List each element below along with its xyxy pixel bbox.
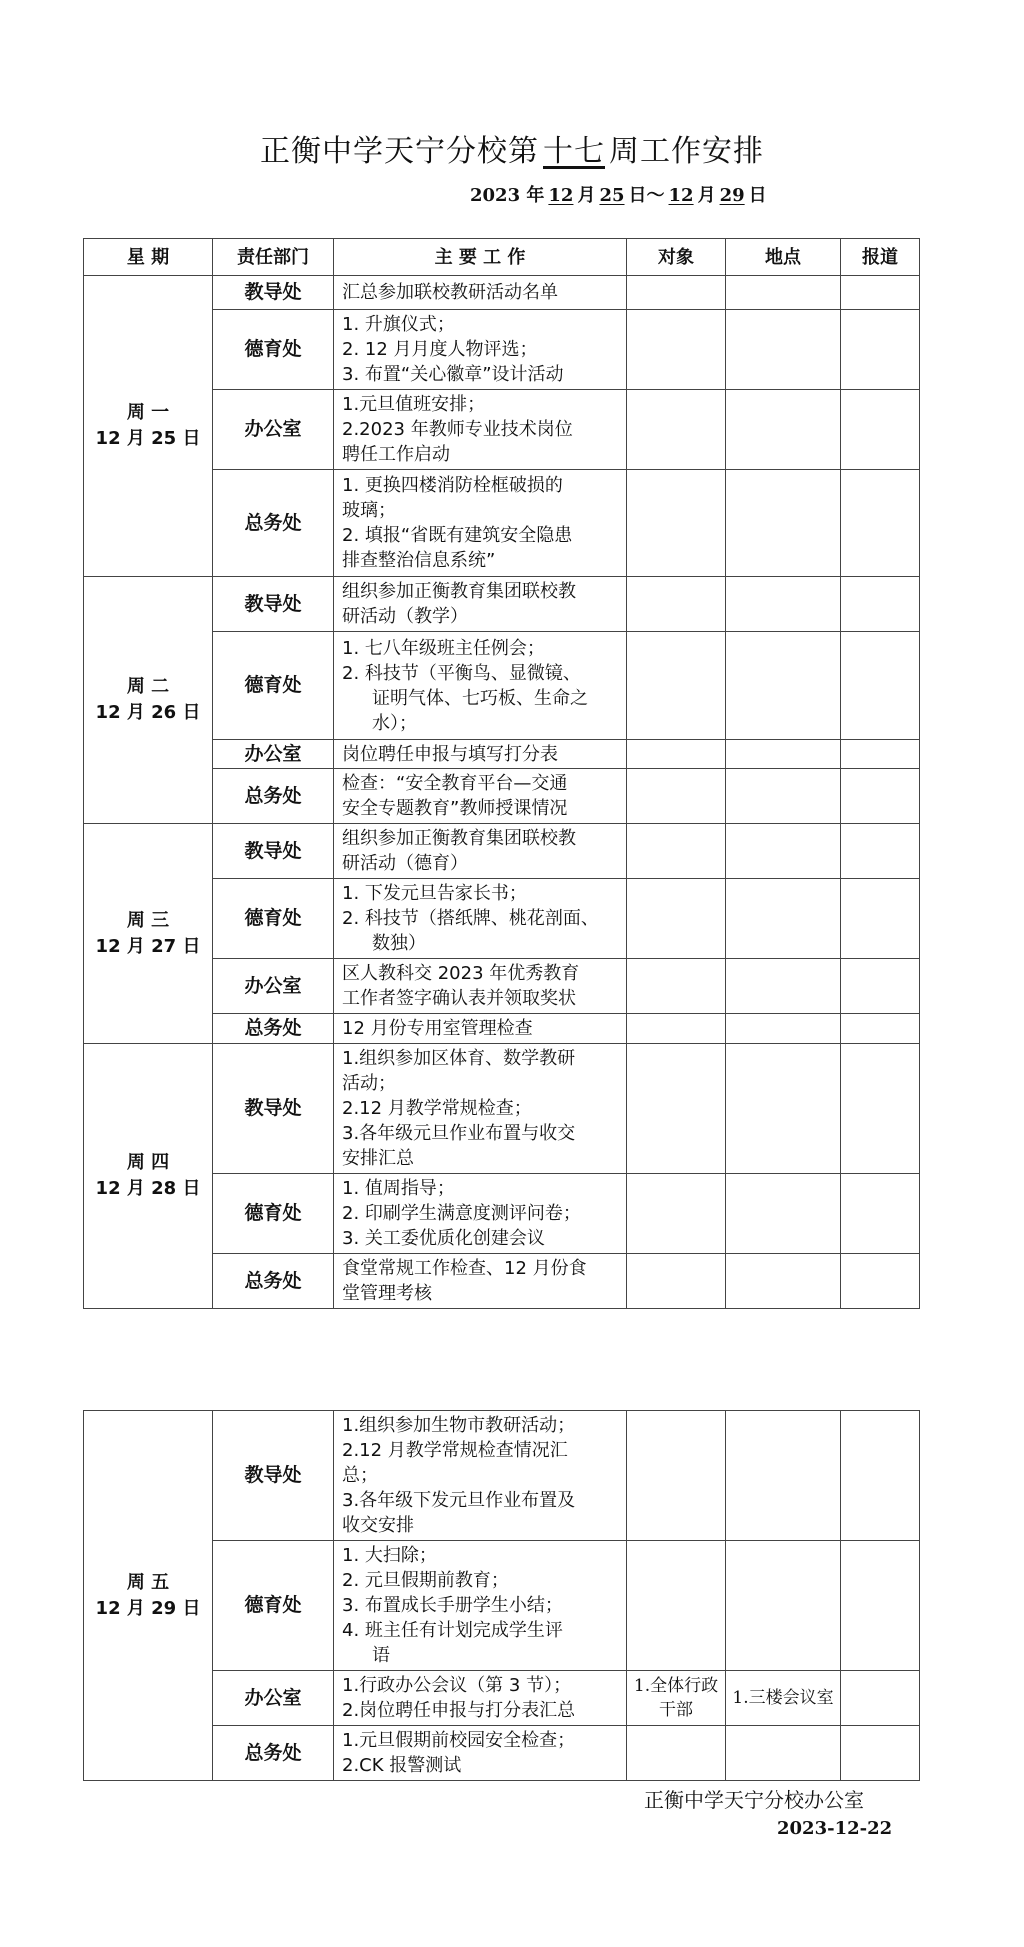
work-line: 1.组织参加区体育、数学教研 xyxy=(342,1048,576,1069)
work-cell xyxy=(334,577,627,632)
day-name: 周 五 xyxy=(126,1571,170,1593)
work-line: 1.行政办公会议（第 3 节）； xyxy=(342,1675,572,1696)
header-row xyxy=(84,239,920,276)
work-cell xyxy=(334,959,627,1014)
department-cell: 德育处 xyxy=(213,1174,334,1254)
target-cell xyxy=(627,310,726,390)
report-cell xyxy=(841,959,920,1014)
work-cell xyxy=(334,632,627,740)
day-cell xyxy=(84,577,213,824)
report-cell xyxy=(841,1044,920,1174)
report-cell xyxy=(841,577,920,632)
report-cell xyxy=(841,1411,920,1541)
department-cell: 德育处 xyxy=(213,879,334,959)
week-number: 十七 xyxy=(543,134,605,169)
work-cell xyxy=(334,276,627,310)
work-line: 排查整治信息系统” xyxy=(342,550,496,571)
work-line: 4. 班主任有计划完成学生评 xyxy=(342,1620,563,1641)
report-cell xyxy=(841,1671,920,1726)
work-line: 2. 填报“省既有建筑安全隐患 xyxy=(342,525,573,546)
header-cell: 地点 xyxy=(726,239,841,276)
report-cell xyxy=(841,879,920,959)
work-cell xyxy=(334,1044,627,1174)
day-date: 12 月 29 日 xyxy=(95,1597,201,1619)
department-cell: 总务处 xyxy=(213,769,334,824)
place-cell xyxy=(726,740,841,769)
work-line: 收交安排 xyxy=(342,1515,414,1536)
work-cell xyxy=(334,1726,627,1781)
department-cell: 总务处 xyxy=(213,1254,334,1309)
place-cell xyxy=(726,632,841,740)
department-cell: 教导处 xyxy=(213,1044,334,1174)
work-line: 1. 大扫除； xyxy=(342,1545,437,1566)
work-line: 2.12 月教学常规检查； xyxy=(342,1098,532,1119)
place-cell xyxy=(726,470,841,577)
place-cell xyxy=(726,769,841,824)
table-row xyxy=(84,1411,920,1541)
target-cell xyxy=(627,769,726,824)
header-cell: 报道 xyxy=(841,239,920,276)
footer-date: 2023-12-22 xyxy=(777,1818,893,1839)
day-date: 12 月 25 日 xyxy=(95,428,201,449)
target-cell xyxy=(627,1174,726,1254)
department-cell: 教导处 xyxy=(213,276,334,310)
work-line: 汇总参加联校教研活动名单 xyxy=(342,282,558,303)
day-name: 周 二 xyxy=(126,676,170,697)
work-line: 1.组织参加生物市教研活动； xyxy=(342,1415,576,1436)
place-cell xyxy=(726,390,841,470)
work-line: 3.各年级元旦作业布置与收交 xyxy=(342,1123,576,1144)
work-cell xyxy=(334,769,627,824)
target-cell xyxy=(627,1254,726,1309)
header-cell: 对象 xyxy=(627,239,726,276)
department-cell: 办公室 xyxy=(213,390,334,470)
work-line: 堂管理考核 xyxy=(342,1283,432,1304)
report-cell xyxy=(841,740,920,769)
work-line: 2.岗位聘任申报与打分表汇总 xyxy=(342,1700,576,1721)
report-cell xyxy=(841,276,920,310)
place-cell xyxy=(726,1726,841,1781)
work-line: 2. 科技节（平衡鸟、显微镜、 xyxy=(342,662,581,684)
header-cell: 星 期 xyxy=(84,239,213,276)
work-cell xyxy=(334,1541,627,1671)
report-cell xyxy=(841,470,920,577)
department-cell: 办公室 xyxy=(213,959,334,1014)
target-cell xyxy=(627,1044,726,1174)
work-line: 水）； xyxy=(372,712,417,734)
report-cell xyxy=(841,1014,920,1044)
report-cell xyxy=(841,390,920,470)
work-line: 1. 更换四楼消防栓框破损的 xyxy=(342,475,563,496)
target-cell xyxy=(627,959,726,1014)
work-cell xyxy=(334,740,627,769)
schedule-table xyxy=(83,238,920,1309)
department-cell: 总务处 xyxy=(213,470,334,577)
table-row xyxy=(84,276,920,310)
work-line: 证明气体、七巧板、生命之 xyxy=(372,687,588,709)
place-cell xyxy=(726,1254,841,1309)
target-cell xyxy=(627,1014,726,1044)
target-cell xyxy=(627,740,726,769)
work-line: 2.2023 年教师专业技术岗位 xyxy=(342,419,573,440)
target-cell xyxy=(627,1411,726,1541)
report-cell xyxy=(841,1174,920,1254)
work-line: 2. 元旦假期前教育； xyxy=(342,1570,509,1591)
work-cell xyxy=(334,879,627,959)
work-line: 3. 关工委优质化创建会议 xyxy=(342,1228,545,1249)
department-cell: 办公室 xyxy=(213,740,334,769)
report-cell xyxy=(841,1254,920,1309)
work-cell xyxy=(334,1411,627,1541)
place-cell xyxy=(726,1541,841,1671)
target-cell: 1.全体行政干部 xyxy=(627,1671,726,1726)
work-cell xyxy=(334,1254,627,1309)
target-cell xyxy=(627,390,726,470)
place-cell xyxy=(726,959,841,1014)
place-cell xyxy=(726,276,841,310)
work-line: 总； xyxy=(342,1465,378,1486)
work-line: 2. 科技节（搭纸牌、桃花剖面、 xyxy=(342,908,599,929)
report-cell xyxy=(841,310,920,390)
footer-org: 正衡中学天宁分校办公室 xyxy=(644,1788,864,1812)
day-cell xyxy=(84,1411,213,1781)
target-cell xyxy=(627,1541,726,1671)
work-line: 1. 七八年级班主任例会； xyxy=(342,637,545,659)
work-line: 1.元旦假期前校园安全检查； xyxy=(342,1730,576,1751)
target-cell xyxy=(627,470,726,577)
header-cell: 责任部门 xyxy=(213,239,334,276)
department-cell: 教导处 xyxy=(213,824,334,879)
work-line: 1. 升旗仪式； xyxy=(342,314,455,335)
work-line: 安全专题教育”教师授课情况 xyxy=(342,798,568,819)
work-line: 安排汇总 xyxy=(342,1148,414,1169)
work-line: 2. 12 月月度人物评选； xyxy=(342,339,538,360)
place-cell xyxy=(726,824,841,879)
work-line: 2.CK 报警测试 xyxy=(342,1755,462,1776)
work-cell xyxy=(334,1014,627,1044)
work-line: 研活动（教学） xyxy=(342,606,468,627)
target-cell xyxy=(627,1726,726,1781)
place-cell xyxy=(726,310,841,390)
work-line: 2. 印刷学生满意度测评问卷； xyxy=(342,1203,581,1224)
work-line: 区人教科交 2023 年优秀教育 xyxy=(342,963,580,984)
work-line: 岗位聘任申报与填写打分表 xyxy=(342,743,558,765)
table-row xyxy=(84,824,920,879)
target-cell xyxy=(627,577,726,632)
day-name: 周 三 xyxy=(126,909,170,931)
work-cell xyxy=(334,1174,627,1254)
department-cell: 总务处 xyxy=(213,1726,334,1781)
department-cell: 办公室 xyxy=(213,1671,334,1726)
work-line: 玻璃； xyxy=(342,500,396,521)
day-date: 12 月 28 日 xyxy=(95,1178,201,1199)
work-line: 1. 下发元旦告家长书； xyxy=(342,883,527,904)
work-line: 研活动（德育） xyxy=(342,853,468,874)
report-cell xyxy=(841,824,920,879)
place-cell xyxy=(726,1044,841,1174)
report-cell xyxy=(841,632,920,740)
day-cell xyxy=(84,276,213,577)
target-cell xyxy=(627,632,726,740)
work-line: 3. 布置“关心徽章”设计活动 xyxy=(342,364,564,385)
work-line: 2.12 月教学常规检查情况汇 xyxy=(342,1440,568,1461)
report-cell xyxy=(841,1541,920,1671)
day-name: 周 四 xyxy=(126,1152,170,1173)
work-line: 工作者签字确认表并领取奖状 xyxy=(342,988,576,1009)
report-cell xyxy=(841,769,920,824)
place-cell xyxy=(726,1174,841,1254)
place-cell xyxy=(726,1411,841,1541)
work-line: 检查：“安全教育平台—交通 xyxy=(342,773,568,794)
work-line: 组织参加正衡教育集团联校教 xyxy=(342,581,576,602)
page-title: 正衡中学天宁分校第 十七 周工作安排 xyxy=(260,134,764,169)
date-range: 2023 年 12 月 25 日～ 12 月 29 日 xyxy=(470,185,767,206)
work-line: 语 xyxy=(372,1645,390,1666)
place-cell: 1.三楼会议室 xyxy=(726,1671,841,1726)
work-cell xyxy=(334,390,627,470)
department-cell: 德育处 xyxy=(213,310,334,390)
work-cell xyxy=(334,824,627,879)
work-line: 组织参加正衡教育集团联校教 xyxy=(342,828,576,849)
work-line: 聘任工作启动 xyxy=(342,444,450,465)
department-cell: 教导处 xyxy=(213,577,334,632)
table-row xyxy=(84,1044,920,1174)
table-row xyxy=(84,577,920,632)
work-line: 食堂常规工作检查、12 月份食 xyxy=(342,1258,587,1279)
target-cell xyxy=(627,824,726,879)
schedule-table-continued xyxy=(83,1410,920,1781)
target-cell xyxy=(627,276,726,310)
department-cell: 德育处 xyxy=(213,632,334,740)
work-line: 1.元旦值班安排； xyxy=(342,394,486,415)
work-cell xyxy=(334,310,627,390)
place-cell xyxy=(726,577,841,632)
department-cell: 总务处 xyxy=(213,1014,334,1044)
work-cell xyxy=(334,1671,627,1726)
work-cell xyxy=(334,470,627,577)
header-cell: 主 要 工 作 xyxy=(334,239,627,276)
work-line: 3. 布置成长手册学生小结； xyxy=(342,1595,563,1616)
work-line: 数独） xyxy=(372,933,426,954)
day-date: 12 月 27 日 xyxy=(95,935,201,957)
work-line: 3.各年级下发元旦作业布置及 xyxy=(342,1490,576,1511)
report-cell xyxy=(841,1726,920,1781)
place-cell xyxy=(726,879,841,959)
target-cell xyxy=(627,879,726,959)
work-line: 1. 值周指导； xyxy=(342,1178,455,1199)
work-line: 活动； xyxy=(342,1073,396,1094)
day-cell xyxy=(84,1044,213,1309)
day-date: 12 月 26 日 xyxy=(95,702,201,723)
day-name: 周 一 xyxy=(126,402,170,423)
department-cell: 德育处 xyxy=(213,1541,334,1671)
department-cell: 教导处 xyxy=(213,1411,334,1541)
work-line: 12 月份专用室管理检查 xyxy=(342,1018,533,1039)
day-cell xyxy=(84,824,213,1044)
place-cell xyxy=(726,1014,841,1044)
